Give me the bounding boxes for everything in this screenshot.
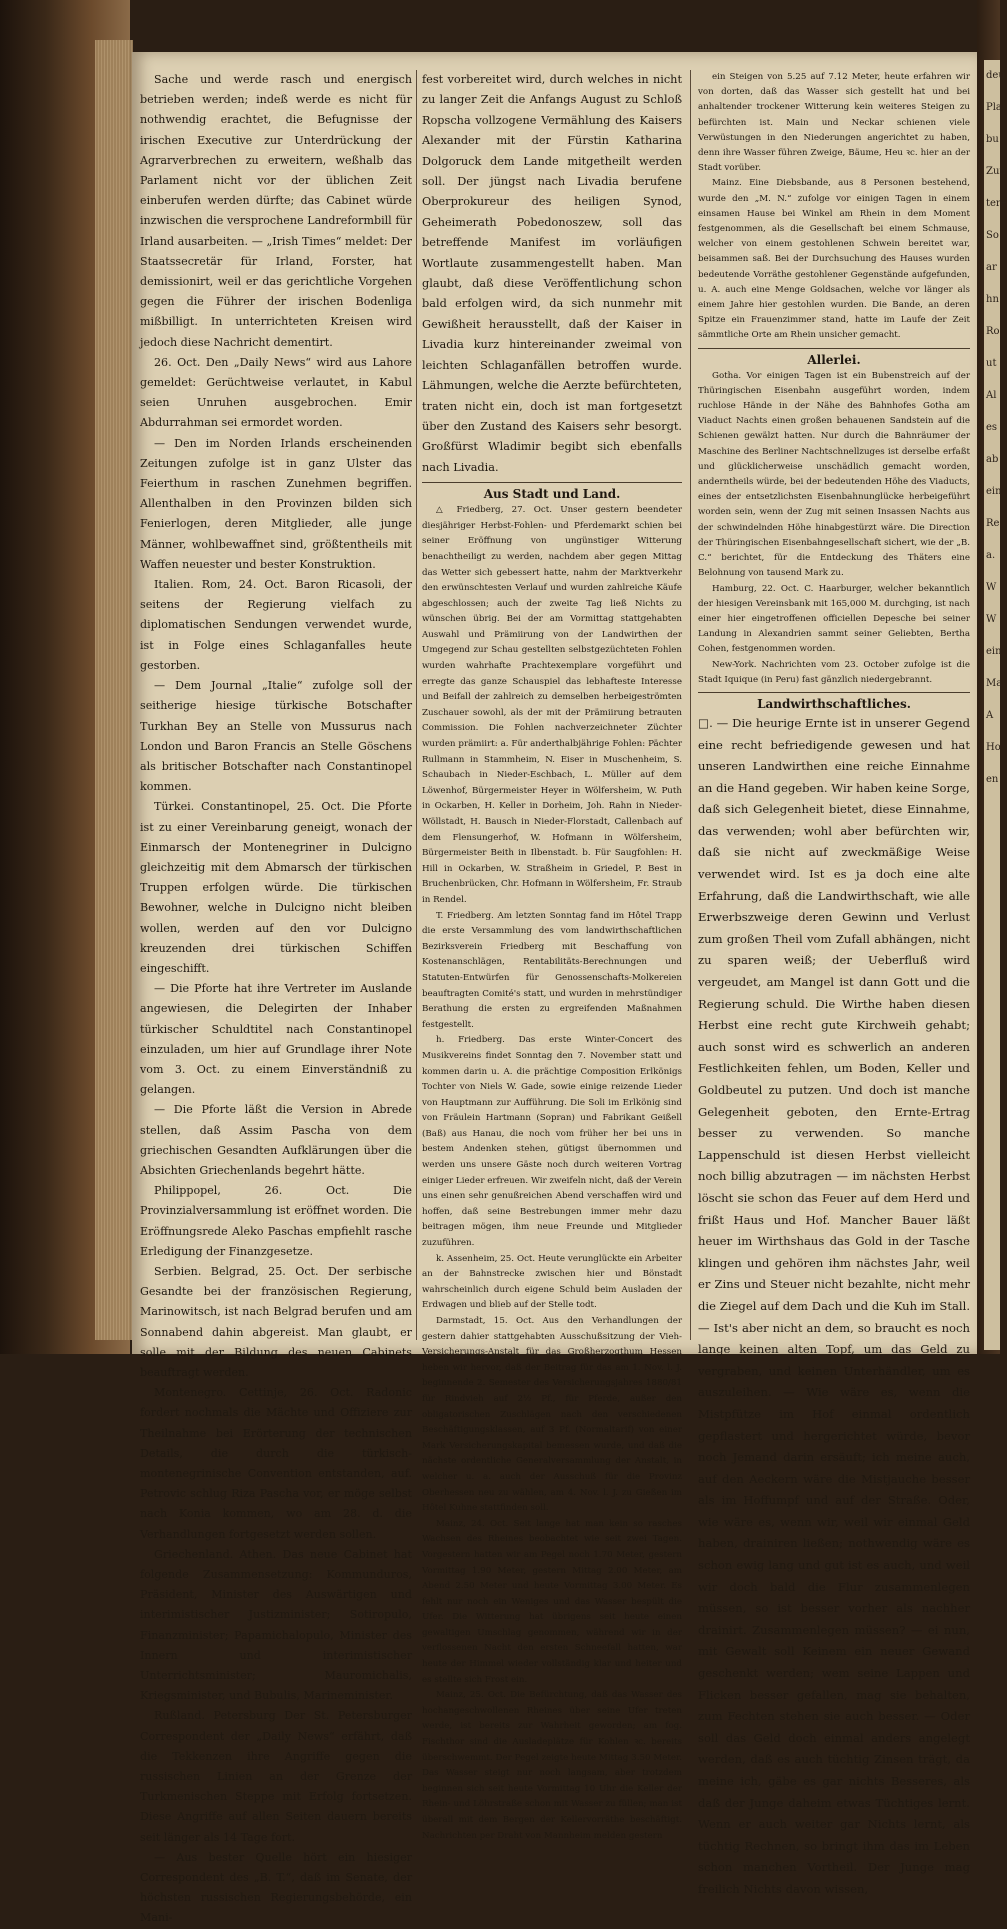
- news-paragraph: Griechenland. Athen. Das neue Cabinet hat folgende Zusammensetzung: Kommunduros, Präsident, Minister des Auswärtigen und interimistischer Justizminister; Sotiropulo, Finanzminister; Papamichalopulo, Minister des Innern und interimistischer Unterrichtsminister; Mauromichalis, Kriegsminister, und Bubulis, Marineminister.: [140, 1547, 412, 1703]
- sliver-text-fragment: W: [986, 614, 997, 625]
- local-news-item: T. Friedberg. Am letzten Sonntag fand im Hôtel Trapp die erste Versammlung des vom landwirthschaftlichen Bezirksverein Friedberg mit Beschaffung von Kostenanschlägen, Rentabilitäts-Berechnungen und Statuten-Entwürfen für Genossenschafts-Molkereien beauftragten Comité's statt, und wurden in mehrstündiger Berathung die ersten zu ergreifenden Maßnahmen festgestellt.: [422, 910, 682, 1030]
- news-paragraph: — Die Pforte hat ihre Vertreter im Auslande angewiesen, die Delegirten der Inhaber türkischer Schuldtitel nach Constantinopel einzuladen, um hier auf Grundlage ihrer Note vom 3. Oct. zu einem Einverständniß zu gelangen.: [140, 982, 412, 1097]
- sliver-text-fragment: So: [986, 230, 999, 241]
- sliver-text-fragment: Al: [986, 390, 997, 401]
- local-news-item: △ Friedberg, 27. Oct. Unser gestern beendeter diesjähriger Herbst-Fohlen- und Pferdemarkt schien bei seiner Eröffnung von ungünstiger Witterung benachtheiligt zu werden, nachdem aber gegen Mittag das Wetter sich gebessert hatte, nahm der Marktverkehr den erwünschtesten Verlauf und wurden zahlreiche Käufe abgeschlossen; auch der zweite Tag ließ Nichts zu wünschen übrig. Bei der am Vormittag stattgehabten Auswahl und Prämiirung von der Landwirthen der Umgegend zur Schau gestellten selbstgezüchteten Fohlen wurden wahrhafte Prachtexemplare vorgeführt und erregte das ganze Schauspiel das lebhafteste Interesse und Beifall der zahlreich zu demselben herbeigeströmten Zuschauer sowohl, als der mit der Prämiirung betrauten Commission. Die Fohlen nachverzeichneter Züchter wurden prämiirt: a. Für anderthalbjährige Fohlen: Pächter Rullmann in Stammheim, N. Eiser in Muschenheim, S. Schaubach in Nieder-Eschbach, L. Müller auf dem Löwenhof, Bürgermeister Heyer in Wölfersheim, W. Puth in Ockarben, H. Keller in Dorheim, Joh. Rahn in Nieder-Wöllstadt, H. Bausch in Nieder-Florstadt, Callenbach auf dem Flensungerhof, W. Hofmann in Wölfersheim, Bürgermeister Beith in Ilbenstadt. b. Für Saugfohlen: H. Hill in Ockarben, W. Straßheim in Griedel, P. Best in Bruchenbrücken, Chr. Hofmann in Wölfersheim, Fr. Straub in Rendel.: [422, 505, 682, 905]
- misc-news-item: New-York. Nachrichten vom 23. October zufolge ist die Stadt Iquique (in Peru) fast gänzlich niedergebrannt.: [698, 659, 970, 685]
- sliver-text-fragment: ut: [986, 358, 997, 369]
- sliver-text-fragment: en: [986, 774, 999, 785]
- news-paragraph: Philippopel, 26. Oct. Die Provinzialversammlung ist eröffnet worden. Die Eröffnungsrede Aleko Paschas empfiehlt rasche Erledigung der Finanzgesetze.: [140, 1184, 412, 1258]
- local-news-item: Mainz. Eine Diebsbande, aus 8 Personen bestehend, wurde den „M. N.“ zufolge vor einigen Tagen in einem einsamen Hause bei Winkel am Rhein in dem Moment festgenommen, als die Gesellschaft bei einem Schmause, welcher von einem gestohlenen Schwein bereitet war, beisammen saß. Bei der Durchsuchung des Hauses wurden bedeutende Vorräthe gestohlener Gegenstände aufgefunden, u. A. auch eine Menge Goldsachen, welche vor länger als einem Jahre hier gestohlen wurden. Die Bande, an deren Spitze ein Frauenzimmer stand, hatte im Laufe der Zeit sämmtliche Orte am Rhein unsicher gemacht.: [698, 178, 970, 341]
- sliver-text-fragment: Ho: [986, 742, 1001, 753]
- column-1: [140, 70, 412, 1929]
- farming-article: □. — Die heurige Ernte ist in unserer Gegend eine recht befriedigende gewesen und hat unseren Landwirthen eine reiche Einnahme an die Hand gegeben. Wir haben keine Sorge, daß sich Gelegenheit bietet, diese Einnahme, das verwenden; wohl aber befürchten wir, daß sie nicht auf zweckmäßige Weise verwendet wird. Ist es ja doch eine alte Erfahrung, daß die Landwirthschaft, wie alle Erwerbszweige deren Gewinn und Verlust zum großen Theil vom Zufall abhängen, nicht zu sparen weiß; der Ueberfluß wird vergeudet, am Mangel ist dann Gott und die Regierung schuld. Die Wirthe haben diesen Herbst eine recht gute Kirchweih gehabt; auch sonst wird es schwerlich an anderen Festlichkeiten fehlen, um Boden, Keller und Goldbeutel zu putzen. Und doch ist manche Gelegenheit geboten, den Ernte-Ertrag besser zu verwenden. So manche Lappenschuld ist diesen Herbst vielleicht noch billig abzutragen — im nächsten Herbst löscht sie schon das Feuer auf dem Herd und frißt Haus und Hof. Mancher Bauer läßt heuer im Wirthshaus das Gold in der Tasche klingen und gehören ihm nächstes Jahr, weil er Zins und Steuer nicht bezahlte, nicht mehr die Ziegel auf dem Dach und die Kuh im Stall. — Ist's aber nicht an dem, so braucht es noch lange keinen alten Topf, um das Geld zu vergraben, und keinen Unterhändler, um es auszuleihen. — Wie wäre es, wenn die Mistpfütze im Hof einmal ordentlich gepflastert und hergerichtet würde, bevor noch Jemand darin ersäuft; ich meine auch, auf den Aeckern wäre die Mistjauche besser als im Hoffumpf und auf der Straße. Oder, wie wäre es, wenn wir, weil wir einmal Geld haben, drainiren ließen; nothwendig wäre es schon ewig lang und gut ist es auch, und weil wir doch bald die Flur zusammenlegen müssen, so ist besser vorher als nachher drainirt. Zusammenlegen müssen? — ei nun, mit Gewalt soll Keinem ein neuer Gewand geschenkt werden; wem seine Lappen und Flicken besser gefallen, mag sie behalten, zum Fechten stehen sie auch besser. — Oder soll das Geld doch einmal anders angelegt werden, daß es auch tüchtig Zinsen trägt, da meine ich, gäbe es gar nichts Besseres, als daß der Junge daheim etwas Tüchtiges lernt. Wenn er auch weiter gar Nichts lernt, als tüchtig Rechnen, so bringt ihm das im Leben schon manchen Vortheil. Der Junge mag freilich Nichts davon wissen,: [698, 715, 970, 1896]
- news-paragraph: 26. Oct. Den „Daily News“ wird aus Lahore gemeldet: Gerüchtweise verlautet, in Kabul seien Unruhen ausgebrochen. Emir Abdurrahman sei ermordet worden.: [140, 355, 412, 430]
- local-news-item: k. Assenheim, 25. Oct. Heute verunglückte ein Arbeiter an der Bahnstrecke zwischen hier und Bönstadt wahrscheinlich durch eigene Schuld beim Ausladen der Erdwagen und blieb auf der Stelle todt.: [422, 1253, 682, 1311]
- sliver-text-fragment: es: [986, 422, 998, 433]
- news-paragraph: Rußland. Petersburg Der St. Petersburger Correspondent der „Daily News“ erfährt, daß die Tekkenzen ihre Angriffe gegen die russischen Linien an der Grenze der Turkmenischen Steppe mit Erfolg fortsetzen. Diese Angriffe auf allen Seiten dauern bereits seit länger als 14 Tage fort.: [140, 1709, 412, 1844]
- column-2-intro: fest vorbereitet wird, durch welches in nicht zu langer Zeit die Anfangs August zu Schloß Ropscha vollzogene Vermählung des Kaisers Alexander mit der Fürstin Katharina Dolgoruck dem Lande mitgetheilt werden soll. Der jüngst nach Livadia berufene Oberprokureur des heiligen Synod, Geheimerath Pobedonoszew, soll das betreffende Manifest im vorläufigen Wortlaute zusammengestellt haben. Man glaubt, daß diese Veröffentlichung schon bald erfolgen wird, da sich nunmehr mit Gewißheit herausstellt, daß der Kaiser in Livadia kurz hintereinander zweimal von leichten Schlaganfällen betroffen wurde. Lähmungen, welche die Aerzte befürchteten, traten nicht ein, doch ist man fortgesetzt über den Zustand des Kaisers sehr besorgt. Großfürst Wladimir begibt sich ebenfalls nach Livadia.: [422, 73, 682, 474]
- newspaper-page: [132, 52, 977, 1925]
- misc-news-item: Hamburg, 22. Oct. C. Haarburger, welcher bekanntlich der hiesigen Vereinsbank mit 165,000 M. durchging, ist nach einer hier eingetroffenen officiellen Depesche bei seiner Landung in Alexandrien sammt seiner Geliebten, Bertha Cohen, festgenommen worden.: [698, 583, 970, 655]
- column-3: [698, 70, 970, 1901]
- news-paragraph: Montenegro. Cettinje, 26. Oct. Radonic fordert nochmals die Mächte und Offiziere zur Theilnahme bei Erörterung der technischen Details, die durch die türkisch-montenegrinische Convention entstanden, auf. Petrovic schlug Riza Pascha vor, er möge selbst nach Konia kommen, wo am 28. d. die Verhandlungen fortgesetzt werden sollen.: [140, 1386, 412, 1541]
- section-heading-allerlei: Allerlei.: [698, 348, 970, 367]
- sliver-text-fragment: ab: [986, 454, 999, 465]
- sliver-text-fragment: hn: [986, 294, 999, 305]
- sliver-text-fragment: Ma: [986, 678, 1003, 689]
- column-rule: [416, 70, 417, 1340]
- book-spine-left: [0, 0, 130, 1354]
- sliver-text-fragment: Pla: [986, 102, 1002, 113]
- sliver-text-fragment: bu: [986, 134, 999, 145]
- column-rule: [690, 70, 691, 1340]
- news-paragraph: — Aus bester Quelle hört ein hiesiger Correspondent des „B. T.“, daß im Senate, der höchsten russischen Regierungsbehörde, ein Mani-: [140, 1850, 412, 1925]
- column-2: [422, 70, 682, 1844]
- news-paragraph: — Den im Norden Irlands erscheinenden Zeitungen zufolge ist in ganz Ulster das Feierthum in raschen Zunehmen begriffen. Allenthalben in den Provinzen bilden sich Fenierlogen, deren Mitglieder, alle junge Männer, wohlbewaffnet sind, größtentheils mit Waffen neuester und bester Konstruktion.: [140, 436, 412, 571]
- sliver-text-fragment: ein: [986, 486, 1002, 497]
- sliver-text-fragment: Ro: [986, 326, 1000, 337]
- sliver-text-fragment: ar: [986, 262, 997, 273]
- misc-news-item: Gotha. Vor einigen Tagen ist ein Bubenstreich auf der Thüringischen Eisenbahn ausgeführt worden, indem ruchlose Hände in der Nähe des Bahnhofes Gotha am Viaduct Nachts einen großen behauenen Sandstein auf die Schienen gewälzt hatten. Nur durch die Bahnräumer der Maschine des Berliner Nachtschnellzuges ist derselbe erfaßt und glücklicherweise unschädlich gemacht worden, anderntheils würde, bei der bedeutenden Höhe des Viaducts, eines der entsetzlichsten Eisenbahnunglücke herbeigeführt worden sein, wenn der Zug mit seinen Insassen Nachts aus der schwindelnden Höhe hinabgestürzt wäre. Die Direction der Thüringischen Eisenbahngesellschaft sichert, wie der „B. C.“ berichtet, für die Entdeckung des Thäters eine Belohnung von tausend Mark zu.: [698, 370, 970, 579]
- local-news-item: Darmstadt, 15. Oct. Aus den Verhandlungen der gestern dahier stattgehabten Ausschußsitzung der Vieh-Versicherungs-Anstalt für das Großherzogthum Hessen heben wir hervor, daß der Beitrag für das am 1. Nov. l. J. beginnende 2. Semester des Versicherungsjahres 1880/81 für Rindvieh auf 2½ Pf., für Pferde, außer den obligatorischen Zuschlägen nach den verschiedenen Beschäftigungsklassen, auf 3 Pf. (Normaltarif) von einer Mark Versicherungskapital bemessen wurde, und daß die nächste ordentliche Generalversammlung der Anstalt, in welcher u. a. auch der Ausschuß für die Provinz Oberhessen neu zu wählen, am 4. Nov. l. J. zu Gießen im Hôtel Kuhne stattfinden soll.: [422, 1316, 682, 1514]
- sliver-text-fragment: W: [986, 582, 997, 593]
- sliver-text-fragment: ein: [986, 646, 1002, 657]
- page-edges: [95, 40, 133, 1340]
- sliver-text-fragment: deu: [986, 70, 1005, 81]
- news-paragraph: Türkei. Constantinopel, 25. Oct. Die Pforte ist zu einer Vereinbarung geneigt, wonach der Einmarsch der Montenegriner in Dulcigno gleichzeitig mit dem Abmarsch der türkischen Truppen erfolgen würde. Die türkischen Bewohner, welche in Dulcigno nicht bleiben wollen, werden auf den vor Dulcigno kreuzenden drei türkischen Schiffen eingeschifft.: [140, 800, 412, 975]
- section-heading-landwirthschaftliches: Landwirthschaftliches.: [698, 692, 970, 711]
- local-news-item: h. Friedberg. Das erste Winter-Concert des Musikvereins findet Sonntag den 7. November statt und kommen darin u. A. die prächtige Composition Erlkönigs Tochter von Niels W. Gade, sowie einige reizende Lieder von Hauptmann zur Aufführung. Die Soli im Erlkönig sind von Fräulein Hartmann (Sopran) und Fabrikant Geißell (Baß) aus Hanau, die noch vom früher her bei uns in bestem Andenken stehen, gütigst übernommen und werden uns unsere Gäste noch durch weiteren Vortrag einiger Lieder erfreuen. Wir zweifeln nicht, daß der Verein uns einen sehr genußreichen Abend verschaffen wird und hoffen, daß seine Bestrebungen immer mehr dazu beitragen mögen, ihm neue Freunde und Mitglieder zuzuführen.: [422, 1035, 682, 1249]
- local-news-item: Mainz, 25. Oct. Die Befürchtung, daß das Wasser des hochangeschwollenen Rheines über seine Ufer treten werde, ist bereits zur Wahrheit geworden; am fog. Fischthor sind die Ausladeplätze für Kohlen ꝛc. bereits überschwemmt. Der Pegel zeigte heute Mittag 3.50 Meter. Das Wasser steigt nur noch langsam, aber trotzdem beginnen sich seit heute Vormittag 10 Uhr die Keller der Rhein- und Löhrstraße schon mit Wasser zu füllen; man ist überall mit dem Bergen der Kellervorräthe beschäftigt. Nachrichten per Draht von Mannheim melden gestern: [422, 1690, 682, 1841]
- sliver-text-fragment: Re: [986, 518, 1000, 529]
- sliver-text-fragment: a.: [986, 550, 996, 561]
- news-paragraph: Sache und werde rasch und energisch betrieben werden; indeß werde es nicht für nothwendig erachtet, die Befugnisse der irischen Executive zur Unterdrückung der Agrarverbrechen zu erweitern, weßhalb das Parlament nicht vor der üblichen Zeit einberufen werden dürfte; das Cabinet würde inzwischen die versprochene Landreformbill für Irland ausarbeiten. — „Irish Times“ meldet: Der Staatssecretär für Irland, Forster, hat demissionirt, weil er das gerichtliche Vorgehen gegen die Führer der irischen Bodenliga mißbilligt. In unterrichteten Kreisen wird jedoch diese Nachricht dementirt.: [140, 73, 412, 349]
- sliver-text-fragment: Zun: [986, 166, 1006, 177]
- next-page-sliver: [984, 60, 1007, 1350]
- news-paragraph: — Die Pforte läßt die Version in Abrede stellen, daß Assim Pascha von dem griechischen Gesandten Aufklärungen über die Absichten Griechenlands begehrt hätte.: [140, 1103, 412, 1177]
- local-news-item: ein Steigen von 5.25 auf 7.12 Meter, heute erfahren wir von dorten, daß das Wasser sich gestellt hat und bei anhaltender trockener Witterung kein weiteres Steigen zu befürchten ist. Main und Neckar schienen viele Verwüstungen in den Niederungen angerichtet zu haben, denn ihre Wasser führen Zweige, Bäume, Heu ꝛc. hier an der Stadt vorüber.: [698, 72, 970, 174]
- news-paragraph: Italien. Rom, 24. Oct. Baron Ricasoli, der seitens der Regierung vielfach zu diplomatischen Sendungen verwendet wurde, ist in Folge eines Schlaganfalles heute gestorben.: [140, 578, 412, 672]
- local-news-item: Mainz, 24. Oct. Seit lange hat man kein so rasches Wachsen des Rheines beobachtet wie seit zwei Tagen. Vorgestern hatten wir am Pegel noch 1.70 Meter, gestern Vormittag 1.90 Meter, gestern Mittag 2.00 Meter, am Abend 2.50 Meter und heute Vormittag 3.00 Meter. Es fehlt nur noch ein Weniges und das Wasser bespült die Ufer. Die Witterung hat übrigens seit heute einen gewaltigen Umschlag genommen, während wir in der verflossenen Nacht den ersten Schneefall hatten, war heute der Himmel wieder vollständig klar und heiter und es stellte sich Frost ein.: [422, 1518, 682, 1685]
- sliver-text-fragment: tere: [986, 198, 1007, 209]
- sliver-text-fragment: A: [986, 710, 994, 721]
- news-paragraph: Serbien. Belgrad, 25. Oct. Der serbische Gesandte bei der französischen Regierung, Marinowitsch, ist nach Belgrad berufen und am Sonnabend dahin abgereist. Man glaubt, er solle mit der Bildung des neuen Cabinets beauftragt werden.: [140, 1264, 412, 1379]
- section-heading-stadt-land: Aus Stadt und Land.: [422, 482, 682, 501]
- news-paragraph: — Dem Journal „Italie“ zufolge soll der seitherige hiesige türkische Botschafter Turkhan Bey an Stelle von Mussurus nach London und Baron Francis an Stelle Göschens als britischer Botschafter nach Constantinopel kommen.: [140, 679, 412, 794]
